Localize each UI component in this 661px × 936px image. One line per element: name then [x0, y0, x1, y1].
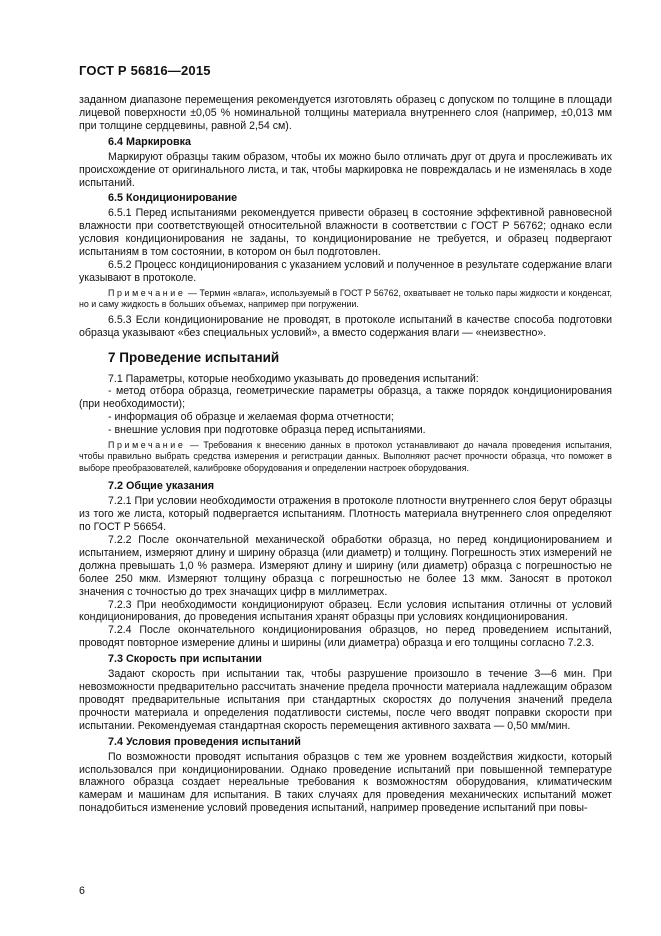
paragraph: 6.5.3 Если кондиционирование не проводят, в протоколе испытаний в качестве способа подготовки образца указывают «без специальных условий», а вместо содержания влаги — «неизвестно». [79, 313, 612, 339]
note-label: Примечание [108, 440, 186, 451]
paragraph: заданном диапазоне перемещения рекомендуется изготовлять образец с допуском по толщине в площади лицевой поверхности ±0,05 % номинальной толщины материала внутреннего слоя (например, ±0,013 мм при толщине сердцевины, равной 2,54 см). [79, 94, 612, 132]
paragraph: 6.5.1 Перед испытаниями рекомендуется привести образец в состояние эффективной равновесной влажности при соответствующей относительной влажности в соответствии с ГОСТ Р 56762; однако если условия кондиционирования не заданы, то кондиционирование не требуется, и образец подвергают испытаниям в том состоянии, в котором он был подготовлен. [79, 207, 612, 259]
subsection-heading: 6.4 Маркировка [108, 135, 192, 148]
paragraph: 6.5.2 Процесс кондиционирования с указанием условий и полученное в результате содержание влаги указывают в протоколе. [79, 259, 612, 284]
subsection-heading: 7.2 Общие указания [108, 480, 215, 493]
paragraph: 7.2.2 После окончательной механической обработки образца, но перед кондиционированием и испытанием, измеряют длину и ширину образца (или диаметр) и толщину. Погрешность этих измерений не должна превышать 1,0 % размера. Измеряют длину и ширину (или диаметр) образца с погрешностью не более 250 мкм. Измеряют толщину образца с погрешностью не более 13 мкм. Заносят в протокол значения с точностью до трех значащих цифр в миллиметрах. [79, 533, 612, 598]
paragraph: 7.2.4 После окончательного кондиционирования образцов, но перед проведением испытаний, проводят повторное измерение длины и ширины (или диаметра) образца и его толщины согласно 7.2.3. [79, 624, 612, 650]
subsection-heading: 7.4 Условия проведения испытаний [108, 735, 301, 748]
paragraph: 7.2.3 При необходимости кондиционируют образец. Если условия испытания отличны от условий кондиционирования, до проведения испытания хранят образцы при условиях кондиционирования. [79, 598, 612, 624]
paragraph: - информация об образце и желаемая форма отчетности; [108, 411, 394, 424]
note-text: — Термин «влага», используемый в ГОСТ Р 56762, охватывает не только пары жидкости и конденсат, но и саму жидкость в больших объемах, например при погружении. [79, 287, 612, 310]
page-body [79, 94, 612, 815]
paragraph: Задают скорость при испытании так, чтобы разрушение произошло в течение 3—6 мин. При невозможности предварительно рассчитать значение предела прочности материала надлежащим образом проводят предварительные испытания при стандартных скоростях до получения значений предела прочности материала и определения податливости системы, после чего вводят поправки скорости при испытании. Рекомендуемая стандартная скорость перемещения активного захвата — 0,50 мм/мин. [79, 668, 612, 732]
paragraph: Маркируют образцы таким образом, чтобы их можно было отличать друг от друга и прослеживать их происхождение от оригинального листа, и так, чтобы маркировка не повреждалась и не изменялась в ходе испытаний. [79, 150, 612, 189]
standard-header: ГОСТ Р 56816—2015 [79, 63, 211, 78]
subsection-heading: 6.5 Кондиционирование [108, 192, 238, 205]
note-paragraph [79, 288, 612, 311]
paragraph: 7.1 Параметры, которые необходимо указывать до проведения испытаний: [108, 372, 479, 385]
subsection-heading: 7.3 Скорость при испытании [108, 653, 262, 666]
note-text: — Требования к внесению данных в протокол устанавливают до начала проведения испытания, чтобы правильно выбрать средства измерения и регистрации данных. Выполняют расчет прочности образца, что поможет в выборе преобразователей, калибровке оборудования и определении настроек оборудования. [79, 440, 612, 473]
note-label: Примечание [108, 287, 186, 298]
paragraph: По возможности проводят испытания образцов с тем же уровнем воздействия жидкости, который использовался при кондиционировании. Однако проведение испытаний при повышенной температуре влажного образца создает нереальные требования к возможностям оборудования, климатическим камерам и машинам для испытания. В таких случаях для проведения механических испытаний может понадобиться изменение условий проведения испытаний, например проведение испытаний при повы- [79, 750, 612, 815]
paragraph: 7.2.1 При условии необходимости отражения в протоколе плотности внутреннего слоя берут образцы из того же листа, который подвергается испытаниям. Плотность материала внутреннего слоя определяют по ГОСТ Р 56654. [79, 495, 612, 534]
page-number: 6 [79, 885, 85, 897]
paragraph: - внешние условия при подготовке образца перед испытаниями. [108, 424, 426, 437]
section-heading: 7 Проведение испытаний [108, 349, 280, 365]
note-paragraph [79, 440, 612, 474]
paragraph: - метод отбора образца, геометрические параметры образца, а также порядок кондиционирования (при необходимости); [79, 385, 612, 411]
